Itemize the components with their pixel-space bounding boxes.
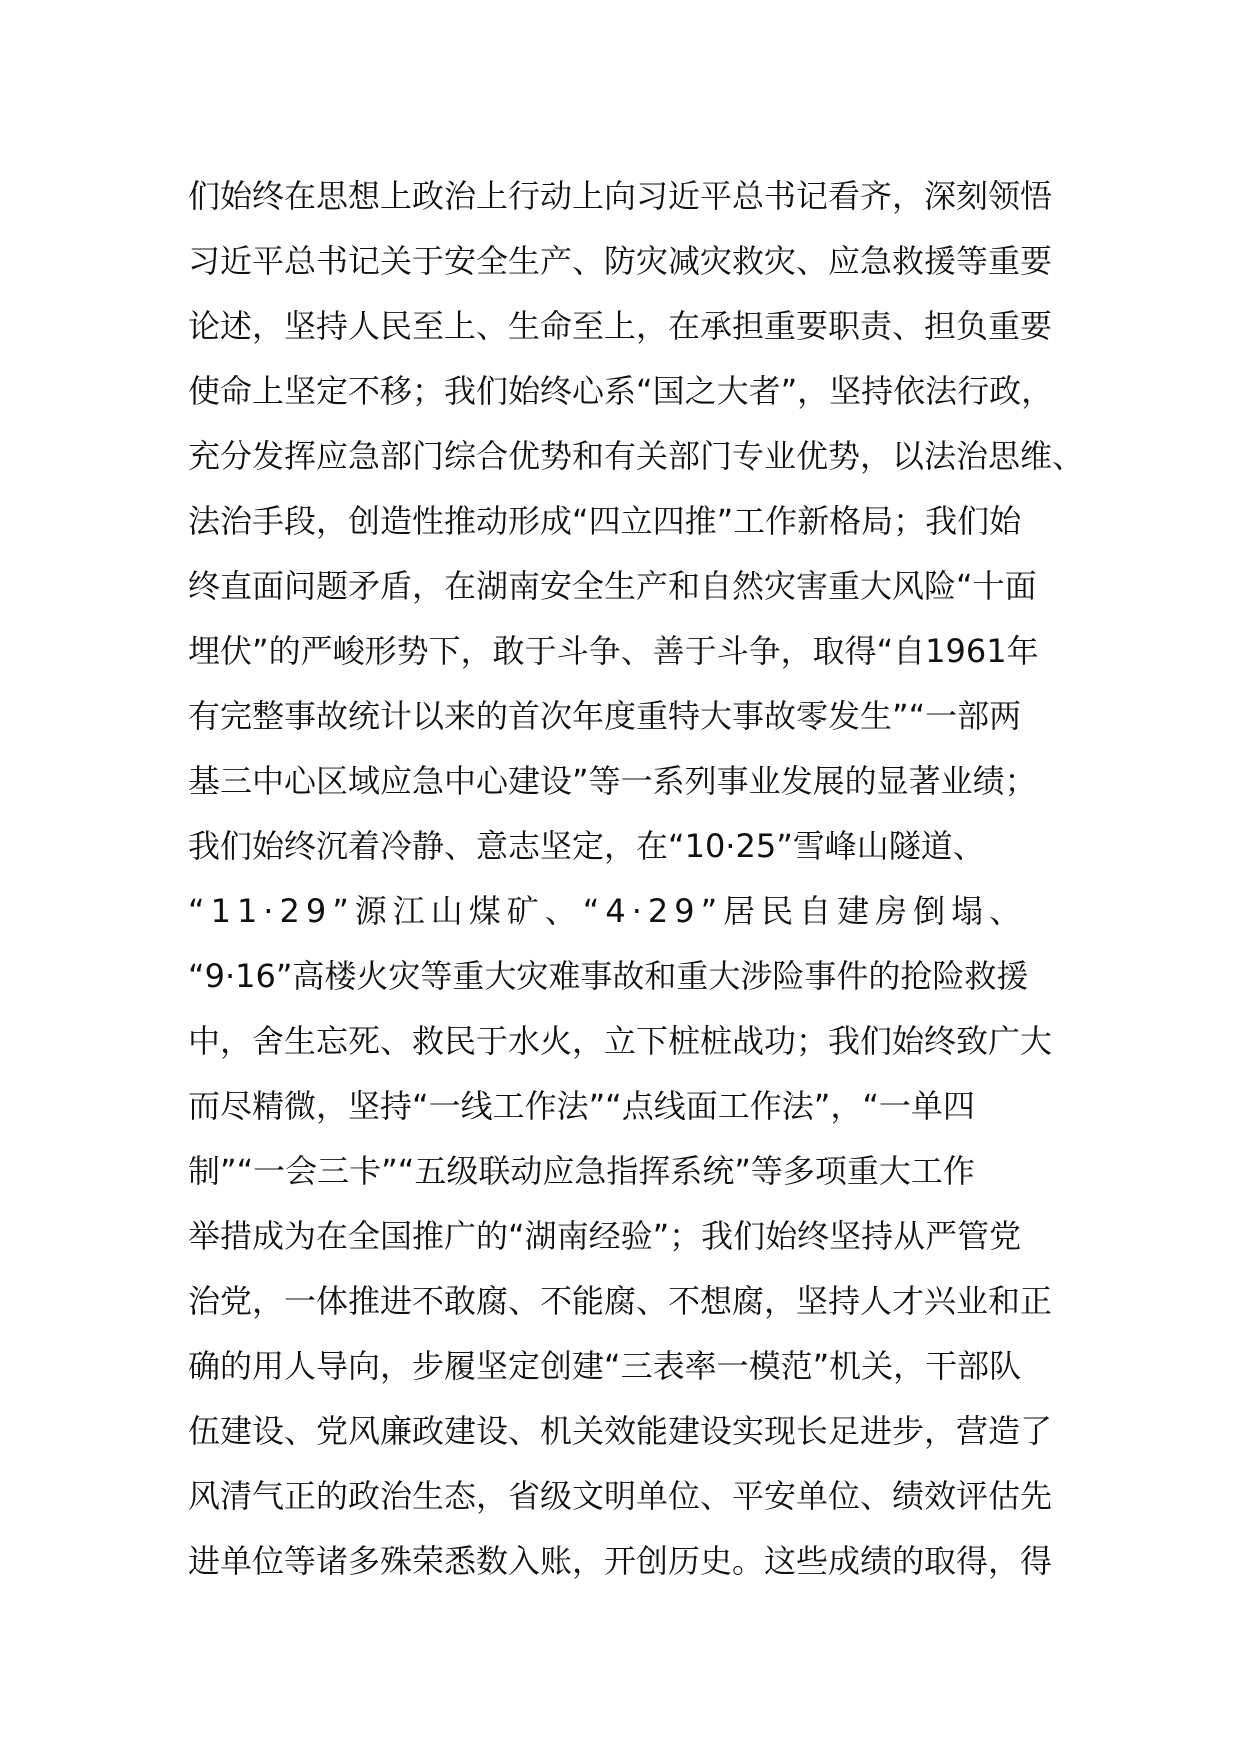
text-line: 伍建设、党风廉政建设、机关效能建设实现长足进步，营造了 bbox=[188, 1412, 1053, 1450]
text-line: 确的用人导向，步履坚定创建“三表率一模范”机关，干部队 bbox=[188, 1347, 1022, 1385]
text-line: 举措成为在全国推广的“湖南经验”；我们始终坚持从严管党 bbox=[188, 1217, 1022, 1255]
body-text bbox=[188, 164, 1088, 1594]
text-line: 中，舍生忘死、救民于水火，立下桩桩战功；我们始终致广大 bbox=[188, 1022, 1053, 1060]
text-line: 而尽精微，坚持“一线工作法”“点线面工作法”，“一单四 bbox=[188, 1087, 975, 1125]
text-line: 进单位等诸多殊荣悉数入账，开创历史。这些成绩的取得，得 bbox=[188, 1542, 1053, 1580]
text-line: 习近平总书记关于安全生产、防灾减灾救灾、应急救援等重要 bbox=[188, 242, 1053, 280]
text-line: 们始终在思想上政治上行动上向习近平总书记看齐，深刻领悟 bbox=[188, 177, 1053, 215]
text-line: 充分发挥应急部门综合优势和有关部门专业优势，以法治思维、 bbox=[188, 437, 1085, 475]
text-line: 制”“一会三卡”“五级联动应急指挥系统”等多项重大工作 bbox=[188, 1152, 975, 1190]
text-line: “11·29”源江山煤矿、“4·29”居民自建房倒塌、 bbox=[188, 892, 1028, 930]
text-line: “9·16”高楼火灾等重大灾难事故和重大涉险事件的抢险救援 bbox=[188, 957, 1029, 995]
text-line: 有完整事故统计以来的首次年度重特大事故零发生”“一部两 bbox=[188, 697, 1022, 735]
text-line: 我们始终沉着冷静、意志坚定，在“10·25”雪峰山隧道、 bbox=[188, 827, 985, 865]
text-line: 论述，坚持人民至上、生命至上，在承担重要职责、担负重要 bbox=[188, 307, 1053, 345]
text-line: 终直面问题矛盾，在湖南安全生产和自然灾害重大风险“十面 bbox=[188, 567, 1037, 605]
text-line: 基三中心区域应急中心建设”等一系列事业发展的显著业绩； bbox=[188, 762, 1037, 800]
text-line: 法治手段，创造性推动形成“四立四推”工作新格局；我们始 bbox=[188, 502, 1022, 540]
text-line: 使命上坚定不移；我们始终心系“国之大者”，坚持依法行政， bbox=[188, 372, 1054, 410]
text-line: 风清气正的政治生态，省级文明单位、平安单位、绩效评估先 bbox=[188, 1477, 1053, 1515]
text-line: 治党，一体推进不敢腐、不能腐、不想腐，坚持人才兴业和正 bbox=[188, 1282, 1053, 1320]
text-line: 埋伏”的严峻形势下，敢于斗争、善于斗争，取得“自1961年 bbox=[188, 632, 1039, 670]
